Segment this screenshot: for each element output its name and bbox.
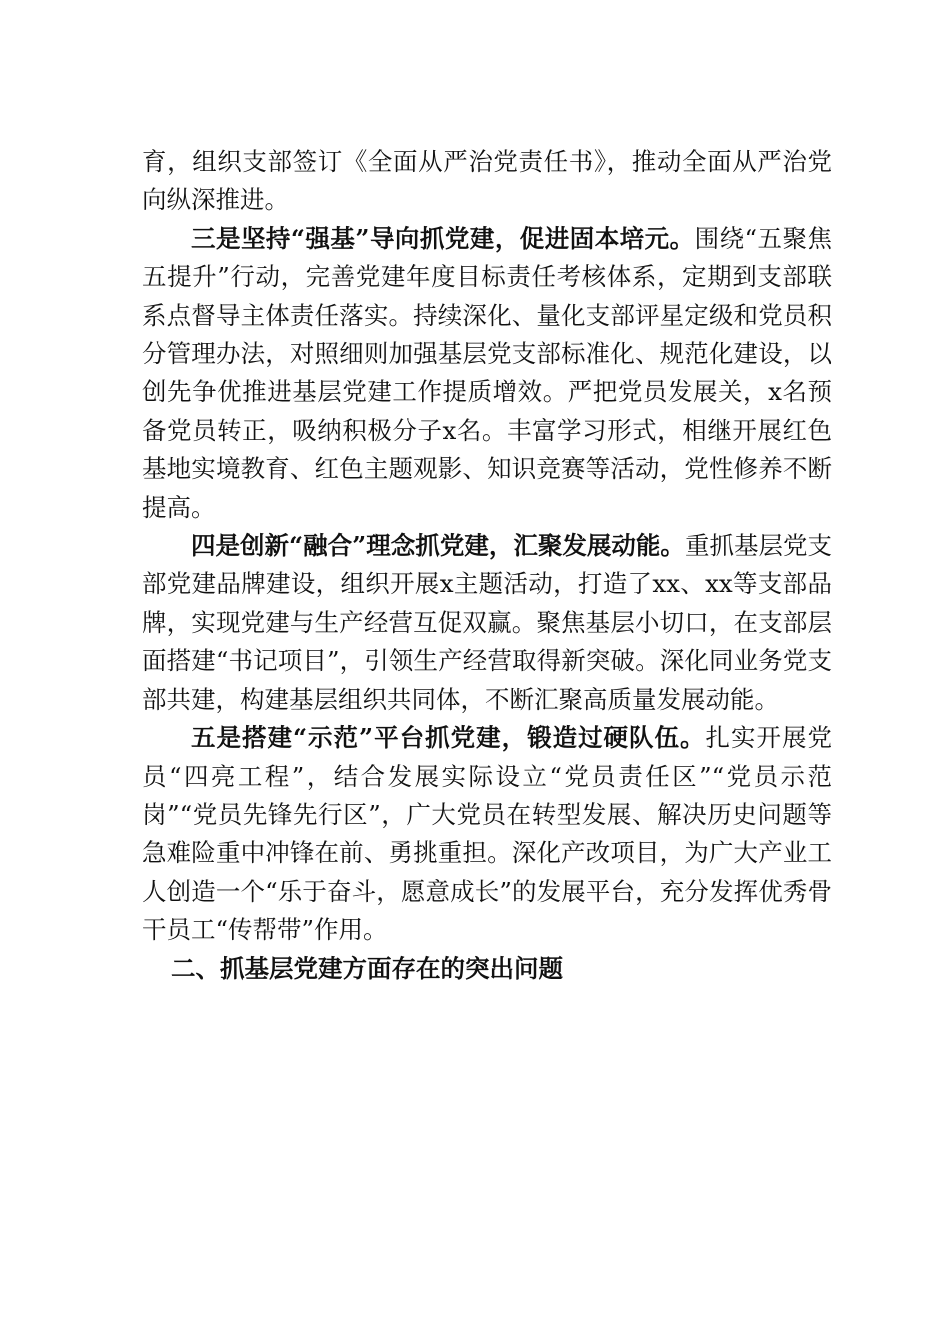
paragraph-demonstration: [142, 719, 832, 949]
paragraph-text: 育，组织支部签订《全面从严治党责任书》，推动全面从严治党向纵深推进。: [142, 147, 832, 215]
paragraph-lead: 三是坚持“强基”导向抓党建，促进固本培元。: [191, 223, 695, 253]
section-heading: 二、抓基层党建方面存在的突出问题: [171, 953, 563, 983]
document-body: [142, 143, 832, 988]
paragraph-lead: 五是搭建“示范”平台抓党建，锻造过硬队伍。: [191, 723, 706, 753]
paragraph-lead: 四是创新“融合”理念抓党建，汇聚发展动能。: [191, 531, 685, 561]
paragraph-strengthen-foundation: [142, 220, 832, 527]
paragraph-text: 围绕“五聚焦五提升”行动，完善党建年度目标责任考核体系，定期到支部联系点督导主体责任落实。持续深化、量化支部评星定级和党员积分管理办法，对照细则加强基层党支部标准化、规范化建设，以创先争优推进基层党建工作提质增效。严把党员发展关，x名预备党员转正，吸纳积极分子x名。丰富学习形式，相继开展红色基地实境教育、红色主题观影、知识竞赛等活动，党性修养不断提高。: [142, 223, 832, 522]
paragraph-text: 扎实开展党员“四亮工程”，结合发展实际设立“党员责任区”“党员示范岗”“党员先锋先行区”，广大党员在转型发展、解决历史问题等急难险重中冲锋在前、勇挑重担。深化产改项目，为广大产业工人创造一个“乐于奋斗，愿意成长”的发展平台，充分发挥优秀骨干员工“传帮带”作用。: [142, 723, 833, 945]
paragraph-integration: [142, 527, 832, 719]
paragraph-continuation: [142, 143, 832, 220]
paragraph-text: 重抓基层党支部党建品牌建设，组织开展x主题活动，打造了xx、xx等支部品牌，实现党建与生产经营互促双赢。聚焦基层小切口，在支部层面搭建“书记项目”，引领生产经营取得新突破。深化同业务党支部共建，构建基层组织共同体，不断汇聚高质量发展动能。: [142, 531, 832, 714]
